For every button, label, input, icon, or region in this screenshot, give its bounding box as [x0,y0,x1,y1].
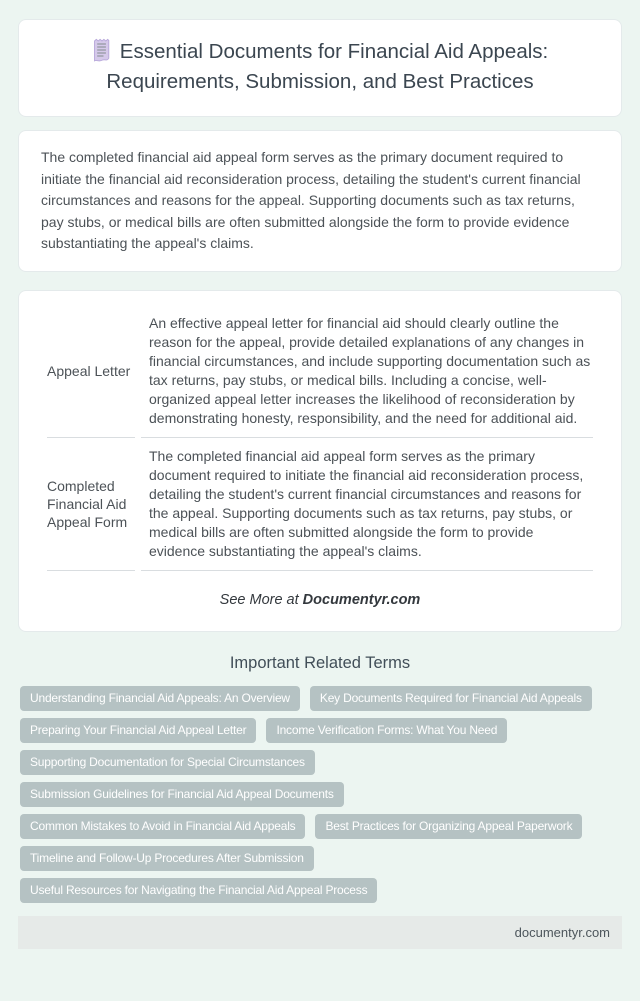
description-cell: An effective appeal letter for financial aid should clearly outline the reason for the appeal, provide detailed explanations of any changes in financial circumstances, and include supporting documentation such as tax returns, pay stubs, or medical bills. Including a concise, well-organized appeal letter increases the likelihood of reconsideration by demonstrating honesty, responsibility, and the need for additional aid. [141,305,593,438]
related-term-chip[interactable]: Income Verification Forms: What You Need [266,718,507,743]
terms-table [41,305,599,571]
see-more-line [41,592,599,608]
brand-link[interactable]: Documentyr.com [302,591,421,608]
footer-bar [18,916,622,949]
related-term-chip[interactable]: Submission Guidelines for Financial Aid Appeal Documents [20,782,344,807]
bottom-spacer [18,949,622,980]
related-term-chip[interactable]: Common Mistakes to Avoid in Financial Aid Appeals [20,814,305,839]
related-term-chip[interactable]: Understanding Financial Aid Appeals: An Overview [20,686,300,711]
term-cell: Appeal Letter [47,305,135,438]
table-row [47,438,593,571]
footer-site-link[interactable]: documentyr.com [514,924,610,940]
related-term-chip[interactable]: Preparing Your Financial Aid Appeal Letter [20,718,256,743]
related-terms-heading: Important Related Terms [229,653,411,672]
page-title [43,37,597,97]
receipt-icon [92,38,111,62]
related-term-chip[interactable]: Key Documents Required for Financial Aid Appeals [310,686,592,711]
related-term-chip[interactable]: Timeline and Follow-Up Procedures After Submission [20,846,314,871]
see-more-prefix: See More at [219,591,303,608]
description-cell: The completed financial aid appeal form serves as the primary document required to initiate the financial aid reconsideration process, detailing the student's current financial circumstances and reasons for the appeal. Supporting documents such as tax returns, pay stubs, or medical bills are often submitted alongside the form to provide evidence substantiating the appeal's claims. [141,438,593,571]
related-term-chip[interactable]: Best Practices for Organizing Appeal Paperwork [315,814,582,839]
terms-table-card [18,290,622,632]
title-card [18,19,622,117]
related-term-chip[interactable]: Supporting Documentation for Special Circumstances [20,750,315,775]
related-terms-list [20,686,620,903]
summary-paragraph: The completed financial aid appeal form serves as the primary document required to initiate the financial aid reconsideration process, detailing the student's current financial circumstances and reasons for the appeal. Supporting documents such as tax returns, pay stubs, or medical bills are often submitted alongside the form to provide evidence substantiating the appeal's claims. [41,149,581,251]
table-row [47,305,593,438]
term-cell: Completed Financial Aid Appeal Form [47,438,135,571]
page [0,19,640,980]
related-term-chip[interactable]: Useful Resources for Navigating the Financial Aid Appeal Process [20,878,377,903]
summary-card [18,130,622,272]
page-title-text: Essential Documents for Financial Aid Appeals: Requirements, Submission, and Best Practices [106,40,549,93]
